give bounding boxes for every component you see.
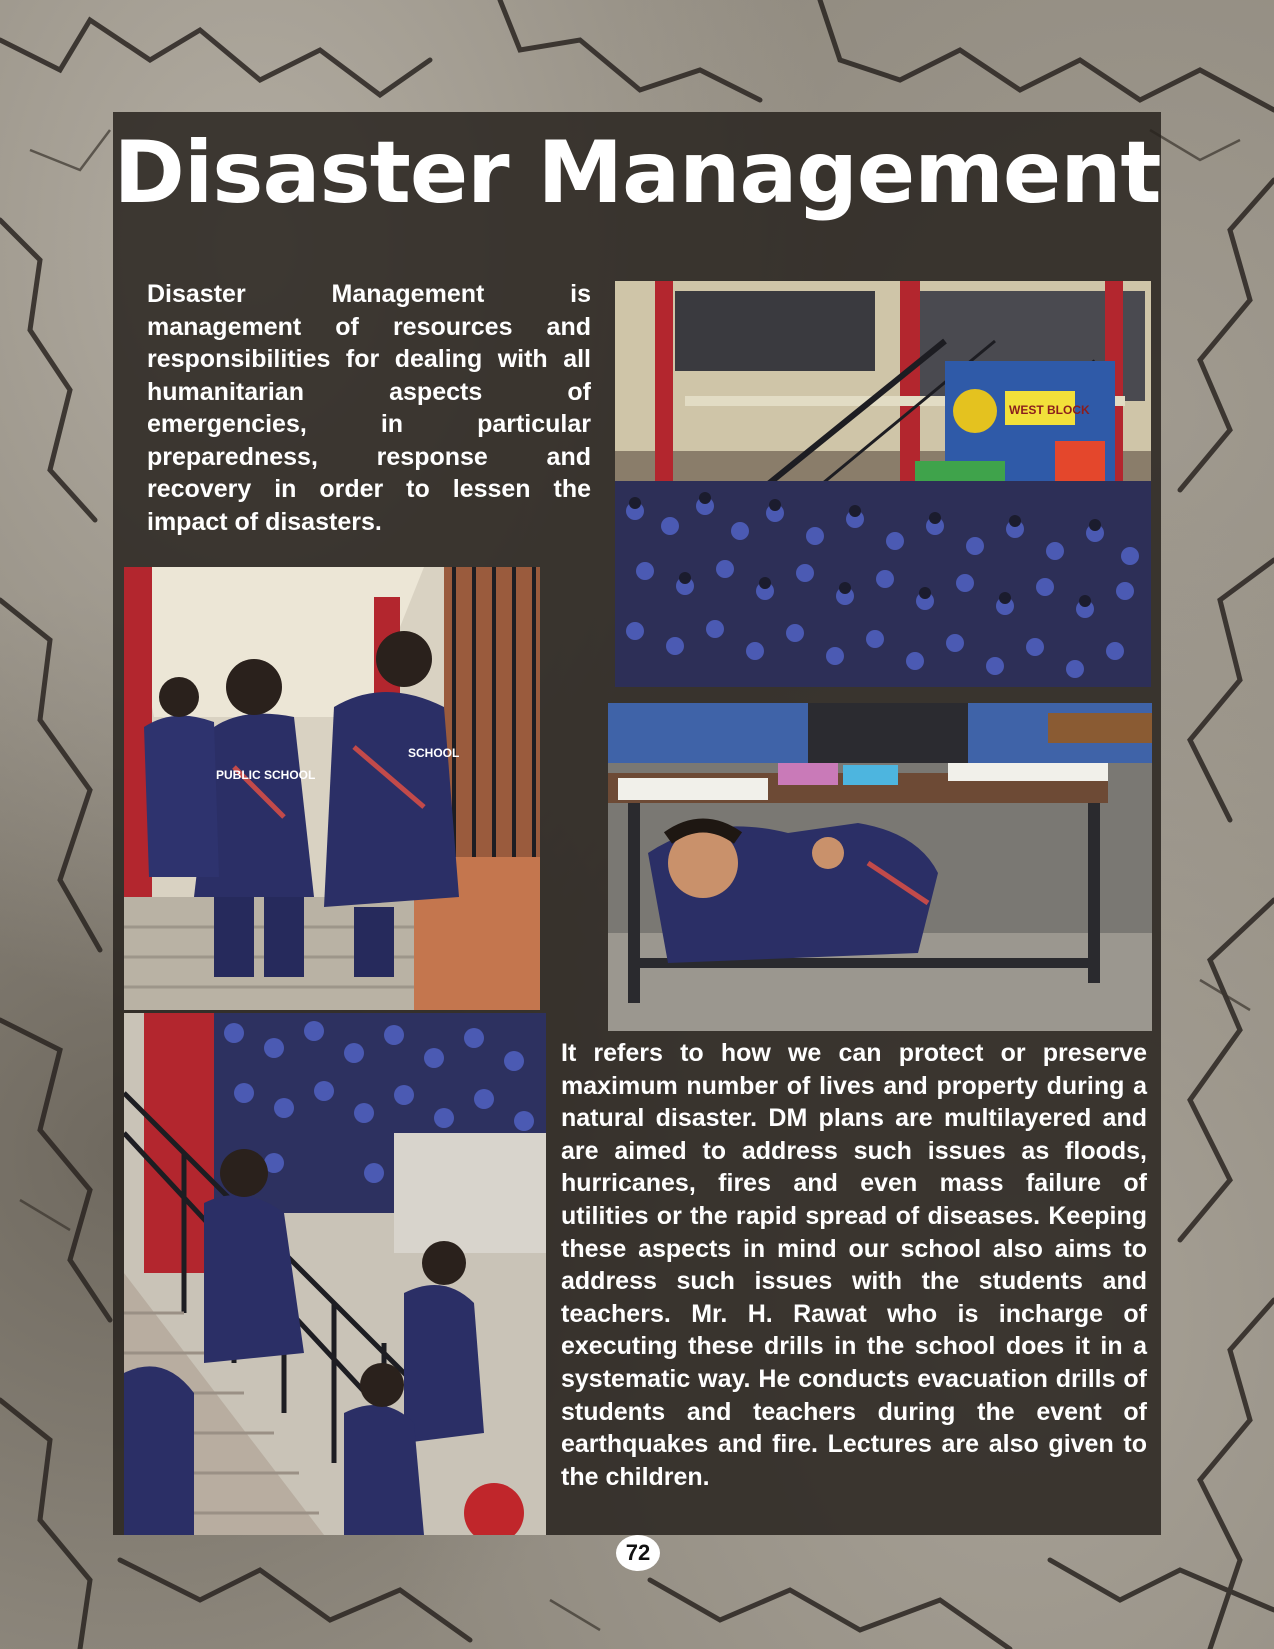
intro-paragraph: Disaster Management is management of resources and responsibilities for dealing with all humanitarian aspects of emergencies, in particular preparedness, response and recovery in order to lessen the impact of disasters. [147, 280, 591, 536]
body-paragraph: It refers to how we can protect or preserve maximum number of lives and property during a natural disaster. DM plans are multilayered and are aimed to address such issues as floods, hurricanes, fires and even mass failure of utilities or the rapid spread of diseases. Keeping these aspects in mind our school also aims to address such issues with the students and teachers. Mr. H. Rawat who is incharge of executing these drills in the school does it in a systematic way. He conducts evacuation drills of students and teachers during the event of earthquakes and fire. Lectures are also given to the children. [561, 1039, 1147, 1491]
west-block-sign: WEST BLOCK [1009, 403, 1090, 417]
page-title: Disaster Management [113, 123, 1161, 223]
page-number: 72 [616, 1535, 660, 1571]
earthquake-drill-photo [608, 703, 1152, 1031]
jacket-text: PUBLIC SCHOOL [216, 768, 316, 782]
evacuation-drill-photo [124, 1013, 546, 1535]
jacket-text-2: SCHOOL [408, 746, 460, 760]
staircase-photo [124, 567, 540, 1010]
courtyard-photo [615, 281, 1151, 687]
